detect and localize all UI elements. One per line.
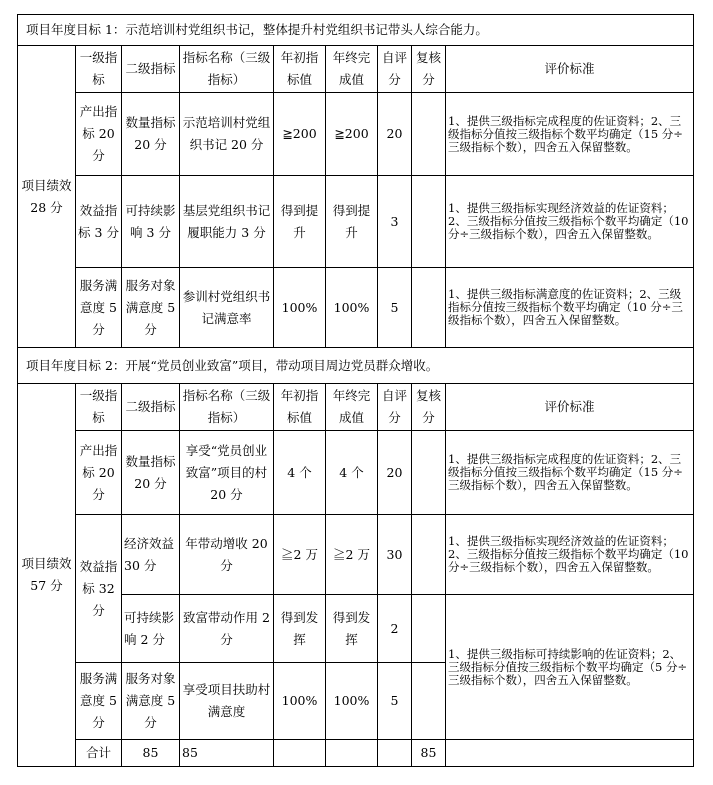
- cell-review: [412, 663, 446, 740]
- total-level2: 85: [180, 740, 274, 767]
- cell-final: 得到发挥: [326, 595, 378, 663]
- cell-initial: ≧2 万: [274, 515, 326, 595]
- header-final: 年终完成值: [326, 46, 378, 93]
- cell-name: 致富带动作用 2 分: [180, 595, 274, 663]
- cell-self: 30: [378, 515, 412, 595]
- cell-level1: 效益指标 3 分: [76, 176, 122, 268]
- header-review: 复核分: [412, 384, 446, 431]
- total-level1: 85: [122, 740, 180, 767]
- table-row: [18, 176, 694, 268]
- cell-initial: 得到发挥: [274, 595, 326, 663]
- header-level1: 一级指标: [76, 384, 122, 431]
- header-level1: 一级指标: [76, 46, 122, 93]
- cell-review: [412, 515, 446, 595]
- goal1-text: 项目年度目标 1：示范培训村党组织书记，整体提升村党组织书记带头人综合能力。: [18, 15, 694, 46]
- performance-table: [17, 14, 694, 767]
- cell-level2: 可持续影响 3 分: [122, 176, 180, 268]
- section2-header-row: [18, 384, 694, 431]
- total-initial: [326, 740, 378, 767]
- cell-name: 基层党组织书记履职能力 3 分: [180, 176, 274, 268]
- header-criteria: 评价标准: [446, 46, 694, 93]
- cell-level1: 效益指标 32 分: [76, 515, 122, 663]
- section1-label: 项目绩效 28 分: [18, 46, 76, 348]
- header-initial: 年初指标值: [274, 384, 326, 431]
- cell-self: 20: [378, 93, 412, 176]
- cell-level2: 可持续影响 2 分: [122, 595, 180, 663]
- table-row: [18, 93, 694, 176]
- total-review: [446, 740, 694, 767]
- header-review: 复核分: [412, 46, 446, 93]
- header-criteria: 评价标准: [446, 384, 694, 431]
- cell-level1: 服务满意度 5 分: [76, 663, 122, 740]
- cell-self: 2: [378, 595, 412, 663]
- cell-review: [412, 176, 446, 268]
- cell-self: 3: [378, 176, 412, 268]
- cell-self: 5: [378, 663, 412, 740]
- goal2-text: 项目年度目标 2：开展“党员创业致富”项目，带动项目周边党员群众增收。: [18, 348, 694, 384]
- cell-level1: 产出指标 20 分: [76, 93, 122, 176]
- cell-criteria: 1、提供三级指标完成程度的佐证资料；2、三级指标分值按三级指标个数平均确定（15 分÷三级指标个数），四舍五入保留整数。: [446, 93, 694, 176]
- table-row: [18, 268, 694, 348]
- header-level2: 二级指标: [122, 384, 180, 431]
- cell-name: 享受项目扶助村满意度: [180, 663, 274, 740]
- cell-name: 年带动增收 20 分: [180, 515, 274, 595]
- cell-name: 参训村党组织书记满意率: [180, 268, 274, 348]
- cell-name: 享受“党员创业致富”项目的村 20 分: [180, 431, 274, 515]
- cell-review: [412, 595, 446, 663]
- cell-final: ≧2 万: [326, 515, 378, 595]
- cell-criteria: 1、提供三级指标实现经济效益的佐证资料；2、三级指标分值按三级指标个数平均确定（10 分÷三级指标个数），四舍五入保留整数。: [446, 515, 694, 595]
- header-name: 指标名称（三级指标）: [180, 46, 274, 93]
- header-self: 自评分: [378, 46, 412, 93]
- header-self: 自评分: [378, 384, 412, 431]
- cell-criteria: 1、提供三级指标实现经济效益的佐证资料；2、三级指标分值按三级指标个数平均确定（10 分÷三级指标个数），四舍五入保留整数。: [446, 176, 694, 268]
- cell-criteria: 1、提供三级指标完成程度的佐证资料；2、三级指标分值按三级指标个数平均确定（15 分÷三级指标个数），四舍五入保留整数。: [446, 431, 694, 515]
- cell-final: 4 个: [326, 431, 378, 515]
- header-initial: 年初指标值: [274, 46, 326, 93]
- table-row: [18, 515, 694, 595]
- cell-level2: 服务对象满意度 5 分: [122, 268, 180, 348]
- cell-criteria: 1、提供三级指标满意度的佐证资料；2、三级指标分值按三级指标个数平均确定（10 分÷三级指标个数），四舍五入保留整数。: [446, 268, 694, 348]
- cell-level2: 数量指标 20 分: [122, 93, 180, 176]
- cell-review: [412, 93, 446, 176]
- cell-initial: 得到提升: [274, 176, 326, 268]
- cell-name: 示范培训村党组织书记 20 分: [180, 93, 274, 176]
- section2-label: 项目绩效 57 分: [18, 384, 76, 767]
- header-final: 年终完成值: [326, 384, 378, 431]
- cell-initial: 4 个: [274, 431, 326, 515]
- cell-level2: 数量指标 20 分: [122, 431, 180, 515]
- cell-level1: 服务满意度 5 分: [76, 268, 122, 348]
- cell-review: [412, 431, 446, 515]
- cell-final: ≧200: [326, 93, 378, 176]
- cell-initial: 100%: [274, 268, 326, 348]
- cell-level2: 服务对象满意度 5 分: [122, 663, 180, 740]
- table-row: [18, 431, 694, 515]
- header-name: 指标名称（三级指标）: [180, 384, 274, 431]
- cell-final: 100%: [326, 663, 378, 740]
- total-label: 合计: [76, 740, 122, 767]
- header-level2: 二级指标: [122, 46, 180, 93]
- cell-initial: 100%: [274, 663, 326, 740]
- cell-final: 100%: [326, 268, 378, 348]
- total-self: 85: [412, 740, 446, 767]
- cell-criteria: 1、提供三级指标可持续影响的佐证资料；2、三级指标分值按三级指标个数平均确定（5 分÷三级指标个数），四舍五入保留整数。: [446, 595, 694, 740]
- section1-header-row: [18, 46, 694, 93]
- goal1-row: [18, 15, 694, 46]
- cell-final: 得到提升: [326, 176, 378, 268]
- cell-self: 20: [378, 431, 412, 515]
- total-name: [274, 740, 326, 767]
- total-final: [378, 740, 412, 767]
- cell-review: [412, 268, 446, 348]
- cell-level2: 经济效益 30 分: [122, 515, 180, 595]
- cell-self: 5: [378, 268, 412, 348]
- cell-level1: 产出指标 20 分: [76, 431, 122, 515]
- goal2-row: [18, 348, 694, 384]
- cell-initial: ≧200: [274, 93, 326, 176]
- total-row: [18, 740, 694, 767]
